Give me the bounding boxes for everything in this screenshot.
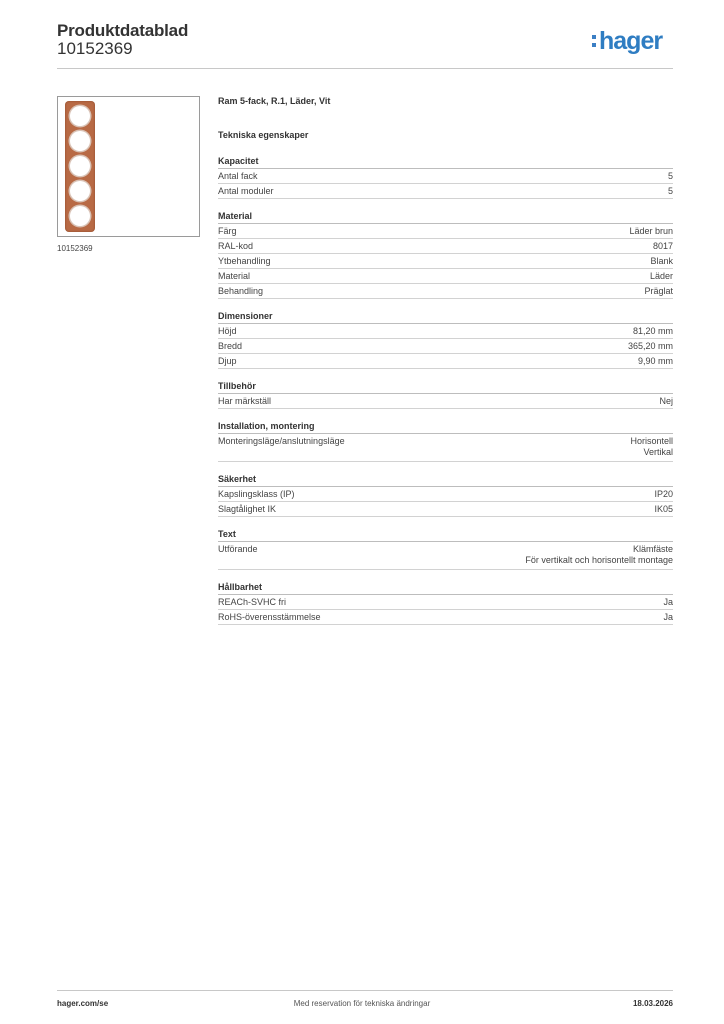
spec-section xyxy=(218,581,673,625)
spec-values xyxy=(629,226,673,237)
spec-label: REACh-SVHC fri xyxy=(218,597,287,607)
spec-values xyxy=(650,256,673,267)
spec-value: Vertikal xyxy=(643,447,673,457)
spec-values xyxy=(633,326,673,337)
spec-label: Har märkställ xyxy=(218,396,272,406)
spec-row xyxy=(218,239,673,254)
tech-title: Tekniska egenskaper xyxy=(218,130,309,140)
spec-value: IP20 xyxy=(654,489,673,499)
spec-label: RoHS-överensstämmelse xyxy=(218,612,321,622)
section-title: Text xyxy=(218,528,673,542)
section-title: Material xyxy=(218,210,673,224)
spec-values xyxy=(668,171,673,182)
spec-values xyxy=(659,396,673,407)
spec-section xyxy=(218,528,673,570)
spec-label: Antal fack xyxy=(218,171,258,181)
spec-label: Djup xyxy=(218,356,237,366)
section-title: Tillbehör xyxy=(218,380,673,394)
section-title: Hållbarhet xyxy=(218,581,673,595)
spec-value: Ja xyxy=(663,612,673,622)
spec-values xyxy=(630,436,673,458)
spec-label: Monteringsläge/anslutningsläge xyxy=(218,436,345,446)
spec-row xyxy=(218,269,673,284)
logo-text: hager xyxy=(599,26,663,55)
spec-section xyxy=(218,310,673,369)
product-name: Ram 5-fack, R.1, Läder, Vit xyxy=(218,96,331,106)
spec-row xyxy=(218,339,673,354)
spec-row xyxy=(218,595,673,610)
spec-value: Klämfäste xyxy=(632,544,673,554)
product-image xyxy=(57,96,200,237)
spec-row xyxy=(218,284,673,299)
footer-center-text: Med reservation för tekniska ändringar xyxy=(293,999,431,1008)
frame-icon xyxy=(65,101,95,232)
spec-values xyxy=(628,341,673,352)
spec-row xyxy=(218,434,673,462)
spec-value: Blank xyxy=(650,256,673,266)
spec-row xyxy=(218,324,673,339)
spec-row xyxy=(218,169,673,184)
spec-row xyxy=(218,502,673,517)
spec-values xyxy=(663,612,673,623)
spec-value: För vertikalt och horisontellt montage xyxy=(525,555,673,565)
section-title: Dimensioner xyxy=(218,310,673,324)
spec-label: Slagtålighet IK xyxy=(218,504,277,514)
spec-section xyxy=(218,210,673,299)
spec-values xyxy=(668,186,673,197)
spec-values xyxy=(654,504,673,515)
spec-value: 365,20 mm xyxy=(627,341,673,351)
section-title: Installation, montering xyxy=(218,420,673,434)
spec-row xyxy=(218,487,673,502)
section-title: Kapacitet xyxy=(218,155,673,169)
spec-value: 5 xyxy=(667,186,673,196)
spec-label: Utförande xyxy=(218,544,258,554)
spec-section xyxy=(218,473,673,517)
spec-label: Antal moduler xyxy=(218,186,274,196)
main-content xyxy=(218,96,673,636)
spec-label: Material xyxy=(218,271,251,281)
spec-values xyxy=(650,271,673,282)
spec-value: 81,20 mm xyxy=(632,326,673,336)
footer-divider xyxy=(57,990,673,991)
spec-section xyxy=(218,420,673,462)
spec-values xyxy=(653,241,673,252)
spec-row xyxy=(218,394,673,409)
footer-date: 18.03.2026 xyxy=(632,999,673,1008)
spec-value: Horisontell xyxy=(630,436,673,446)
spec-label: Höjd xyxy=(218,326,237,336)
spec-label: Ytbehandling xyxy=(218,256,271,266)
spec-row xyxy=(218,184,673,199)
spec-section xyxy=(218,380,673,409)
spec-value: Ja xyxy=(663,597,673,607)
spec-value: IK05 xyxy=(654,504,673,514)
spec-value: 9,90 mm xyxy=(637,356,673,366)
section-title: Säkerhet xyxy=(218,473,673,487)
spec-value: Präglat xyxy=(644,286,673,296)
spec-values xyxy=(654,489,673,500)
spec-label: RAL-kod xyxy=(218,241,254,251)
spec-row xyxy=(218,254,673,269)
logo-dots-icon xyxy=(592,35,598,47)
spec-value: Nej xyxy=(659,396,673,406)
spec-values xyxy=(663,597,673,608)
spec-value: Läder xyxy=(649,271,673,281)
footer-website-link[interactable]: hager.com/se xyxy=(57,999,109,1008)
spec-label: Kapslingsklass (IP) xyxy=(218,489,295,499)
spec-sections xyxy=(218,155,673,625)
header-divider xyxy=(57,68,673,69)
image-caption: 10152369 xyxy=(57,244,93,253)
spec-section xyxy=(218,155,673,199)
spec-value: 8017 xyxy=(652,241,673,251)
spec-values xyxy=(638,356,673,367)
product-number: 10152369 xyxy=(57,39,133,58)
spec-label: Färg xyxy=(218,226,237,236)
spec-label: Behandling xyxy=(218,286,264,296)
spec-values xyxy=(525,544,673,566)
spec-row xyxy=(218,542,673,570)
spec-value: Läder brun xyxy=(629,226,673,236)
spec-value: 5 xyxy=(667,171,673,181)
spec-row xyxy=(218,354,673,369)
page-title: Produktdatablad xyxy=(57,21,189,40)
hager-logo[interactable] xyxy=(592,26,662,56)
spec-label: Bredd xyxy=(218,341,243,351)
spec-row xyxy=(218,610,673,625)
spec-values xyxy=(644,286,673,297)
spec-row xyxy=(218,224,673,239)
